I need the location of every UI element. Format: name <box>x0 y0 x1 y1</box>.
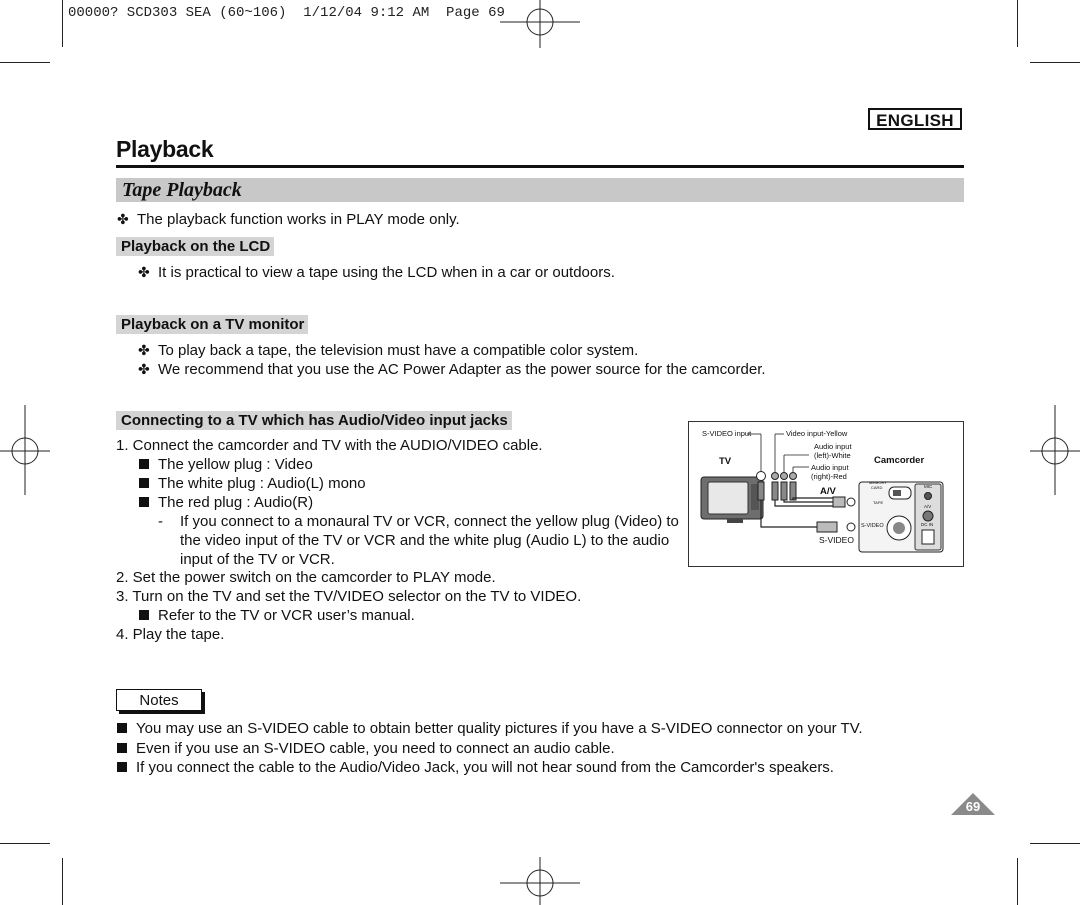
square-bullet-icon <box>139 497 149 507</box>
step-1-sub-1 <box>139 455 313 474</box>
diagram-video-input: Video input-Yellow <box>786 429 848 438</box>
note-text: If you connect the cable to the Audio/Video Jack, you will not hear sound from the Camcorder's speakers. <box>136 759 834 776</box>
tv-bullet-text: We recommend that you use the AC Power Adapter as the power source for the camcorder. <box>158 361 766 378</box>
note-item-2 <box>117 739 615 758</box>
diagram-camcorder-label: Camcorder <box>874 455 925 466</box>
diagram-switch-memory: MEMORY <box>869 480 887 485</box>
step-1-sub-2 <box>139 474 366 493</box>
tv-bullet-1 <box>138 341 638 360</box>
registration-mark-top <box>500 0 580 50</box>
page-title: Playback <box>116 136 214 162</box>
square-bullet-icon <box>139 610 149 620</box>
note-item-3 <box>117 758 834 777</box>
diagram-audio-left-1: Audio input <box>814 442 852 451</box>
section-title: Tape Playback <box>122 179 242 201</box>
tv-illustration <box>701 477 763 523</box>
note-text: Even if you use an S-VIDEO cable, you need to connect an audio cable. <box>136 740 615 757</box>
diagram-av-label: A/V <box>820 486 836 497</box>
intro-bullet <box>117 210 460 229</box>
connection-diagram <box>688 421 964 567</box>
sub-text: Refer to the TV or VCR user’s manual. <box>158 607 415 624</box>
step-1-note-line-1: If you connect to a monaural TV or VCR, connect the yellow plug (Video) to <box>180 513 679 530</box>
connecting-heading: Connecting to a TV which has Audio/Video input jacks <box>116 411 512 430</box>
cross-bullet-icon: ✤ <box>138 342 150 358</box>
step-1: 1. Connect the camcorder and TV with the AUDIO/VIDEO cable. <box>116 437 543 454</box>
square-bullet-icon <box>139 459 149 469</box>
lcd-heading: Playback on the LCD <box>116 237 274 256</box>
diagram-jack-dcin: DC IN <box>921 522 934 527</box>
diagram-jack-av: A/V <box>924 504 932 509</box>
diagram-svideo-label: S-VIDEO <box>819 535 854 545</box>
diagram-jack-svideo: S-VIDEO <box>861 523 884 529</box>
intro-text: The playback function works in PLAY mode only. <box>137 211 460 228</box>
diagram-jack-mic: MIC <box>924 484 933 489</box>
lcd-bullet-text: It is practical to view a tape using the LCD when in a car or outdoors. <box>158 264 615 281</box>
sub-text: The red plug : Audio(R) <box>158 494 314 511</box>
registration-mark-left <box>0 405 50 495</box>
title-rule <box>116 165 964 168</box>
cross-bullet-icon: ✤ <box>138 361 150 377</box>
step-1-note-dash: - <box>158 513 163 530</box>
camcorder-illustration <box>859 482 943 552</box>
sub-text: The yellow plug : Video <box>158 456 313 473</box>
lcd-bullet <box>138 263 615 282</box>
note-text: You may use an S-VIDEO cable to obtain better quality pictures if you have a S-VIDEO connector on your TV. <box>136 720 863 737</box>
page-number: 69 <box>965 799 981 814</box>
diagram-tv-label: TV <box>719 456 732 467</box>
square-bullet-icon <box>139 478 149 488</box>
cross-bullet-icon: ✤ <box>117 211 129 227</box>
note-item-1 <box>117 719 863 738</box>
square-bullet-icon <box>117 762 127 772</box>
diagram-audio-right-2: (right)-Red <box>811 472 847 481</box>
tv-bullet-2 <box>138 360 766 379</box>
sub-text: The white plug : Audio(L) mono <box>158 475 366 492</box>
registration-mark-bottom <box>500 855 580 905</box>
notes-label: Notes <box>116 689 202 711</box>
square-bullet-icon <box>117 723 127 733</box>
diagram-audio-right-1: Audio input <box>811 463 849 472</box>
step-1-note-line-3: input of the TV or VCR. <box>180 551 335 568</box>
section-bar <box>116 178 964 202</box>
diagram-svideo-input: S-VIDEO input <box>702 429 752 438</box>
step-4: 4. Play the tape. <box>116 626 225 643</box>
tv-monitor-heading: Playback on a TV monitor <box>116 315 308 334</box>
step-1-sub-3 <box>139 493 313 512</box>
step-3: 3. Turn on the TV and set the TV/VIDEO selector on the TV to VIDEO. <box>116 588 582 605</box>
diagram-switch-card: CARD <box>871 485 883 490</box>
registration-mark-right <box>1030 405 1080 495</box>
print-header: 00000? SCD303 SEA (60~106) 1/12/04 9:12 AM Page 69 <box>68 5 505 21</box>
tv-bullet-text: To play back a tape, the television must have a compatible color system. <box>158 342 639 359</box>
square-bullet-icon <box>117 743 127 753</box>
step-2: 2. Set the power switch on the camcorder to PLAY mode. <box>116 569 496 586</box>
diagram-audio-left-2: (left)-White <box>814 451 851 460</box>
diagram-switch-tape: TAPE <box>873 500 884 505</box>
language-badge: ENGLISH <box>868 108 962 130</box>
cross-bullet-icon: ✤ <box>138 264 150 280</box>
step-3-sub <box>139 606 415 625</box>
step-1-note-line-2: the video input of the TV or VCR and the white plug (Audio L) to the audio <box>180 532 670 549</box>
